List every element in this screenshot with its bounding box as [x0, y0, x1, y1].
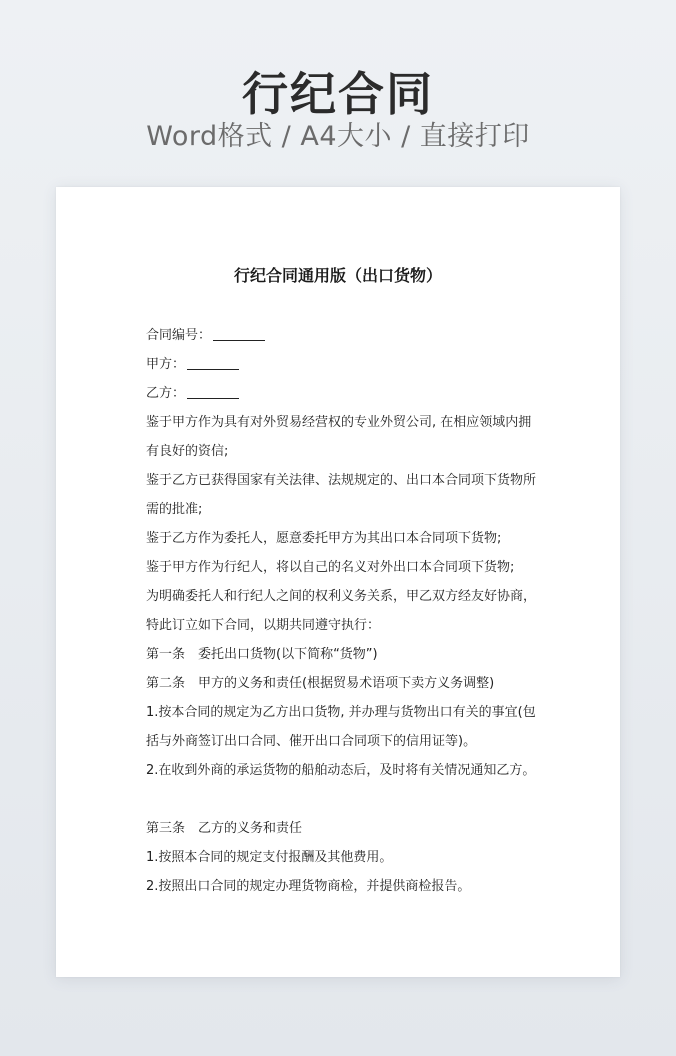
- article-item: 括与外商签订出口合同、催开出口合同项下的信用证等)。: [146, 734, 477, 749]
- party-b-blank: [187, 384, 239, 399]
- contract-number-blank: [213, 326, 265, 341]
- paragraph-line: 特此订立如下合同，以期共同遵守执行：: [146, 618, 381, 633]
- article-item: 1.按照本合同的规定支付报酬及其他费用。: [146, 850, 393, 865]
- paragraph-line: 需的批准;: [146, 502, 203, 517]
- party-b-label: 乙方：: [146, 386, 186, 401]
- party-a-line: [146, 350, 538, 379]
- paragraph-line: 鉴于甲方作为行纪人，将以自己的名义对外出口本合同项下货物;: [146, 560, 515, 575]
- document-page: [56, 187, 620, 977]
- paragraph-line: 鉴于甲方作为具有对外贸易经营权的专业外贸公司, 在相应领域内拥: [146, 415, 532, 430]
- article-item: 2.在收到外商的承运货物的船舶动态后，及时将有关情况通知乙方。: [146, 763, 536, 778]
- article-heading: 第一条 委托出口货物(以下简称“货物”): [146, 647, 378, 662]
- paragraph-line: 为明确委托人和行纪人之间的权利义务关系，甲乙双方经友好协商，: [146, 589, 537, 604]
- party-a-label: 甲方：: [146, 357, 186, 372]
- paragraph-line: 鉴于乙方作为委托人，愿意委托甲方为其出口本合同项下货物;: [146, 531, 502, 546]
- document-body: [146, 321, 538, 901]
- paragraph-spacer: [146, 785, 538, 814]
- document-title: 行纪合同通用版（出口货物）: [233, 266, 442, 285]
- paragraph-line: 鉴于乙方已获得国家有关法律、法规规定的、出口本合同项下货物所: [146, 473, 537, 488]
- party-a-blank: [187, 355, 239, 370]
- article-item: 1.按本合同的规定为乙方出口货物, 并办理与货物出口有关的事宜(包: [146, 705, 536, 720]
- party-b-line: [146, 379, 538, 408]
- contract-number-line: [146, 321, 538, 350]
- article-heading: 第三条 乙方的义务和责任: [146, 821, 303, 836]
- contract-number-label: 合同编号：: [146, 328, 212, 343]
- page-subtitle: Word格式 / A4大小 / 直接打印: [146, 121, 530, 152]
- paragraph-line: 有良好的资信;: [146, 444, 229, 459]
- page-title: 行纪合同: [242, 67, 434, 121]
- article-item: 2.按照出口合同的规定办理货物商检，并提供商检报告。: [146, 879, 471, 894]
- article-heading: 第二条 甲方的义务和责任(根据贸易术语项下卖方义务调整): [146, 676, 495, 691]
